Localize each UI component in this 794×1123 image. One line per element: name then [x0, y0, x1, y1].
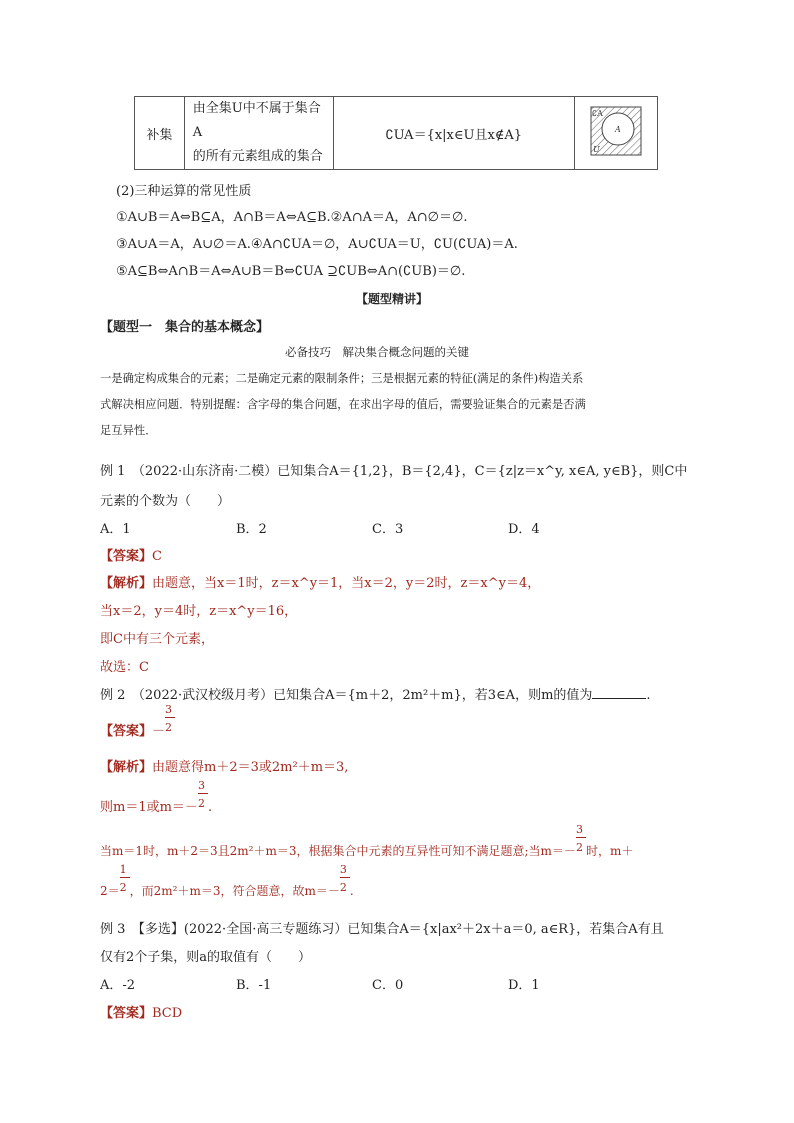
ex1-choice-d: D．4 — [508, 522, 540, 537]
fraction-denominator: 2 — [165, 721, 173, 734]
ex1-choice-a: A．1 — [100, 522, 131, 537]
venn-corner-label: ∁A — [591, 109, 603, 118]
ex3-answer — [100, 1002, 182, 1021]
venn-a-label: A — [614, 125, 621, 134]
ex3-choice-c: C．0 — [372, 978, 404, 993]
table-row-label: 补集 — [135, 97, 185, 170]
table-notation: ∁UA＝{x|x∈U且x∉A} — [333, 97, 574, 170]
ex3-choice-b: B．-1 — [236, 978, 272, 993]
tip-line-1: 一是确定构成集合的元素；二是确定元素的限制条件；三是根据元素的特征(满足的条件)构造关系 — [100, 372, 584, 385]
tip-line-2: 式解决相应问题．特别提醒：含字母的集合问题，在求出字母的值后，需要验证集合的元素是否满 — [100, 398, 586, 411]
ex1-choice-b: B．2 — [236, 522, 267, 537]
ex2-answer-sign: － — [152, 724, 166, 739]
tip-line-3: 足互异性． — [100, 424, 157, 437]
ex1-analysis-line-2: 当x＝2，y＝4时，z＝x^y＝16， — [100, 604, 298, 619]
ex2-analysis-text-3-end: 时，m＋ — [585, 844, 634, 858]
fraction-denominator: 2 — [339, 881, 347, 894]
fraction-numerator: 3 — [339, 863, 347, 876]
ex2-analysis-text-2: 则m＝1或m＝－ — [100, 800, 198, 815]
fraction — [339, 863, 350, 895]
fraction-numerator: 3 — [575, 823, 583, 836]
answer-blank — [592, 686, 646, 699]
definition-line-1: 由全集U中不属于集合A — [192, 101, 321, 140]
venn-diagram-cell — [574, 97, 657, 170]
ex1-question-line-1: 例 1 （2022·山东济南·二模）已知集合A＝{1,2}，B＝{2,4}，C＝{z|z＝x^y, x∈A, y∈B}，则C中 — [100, 464, 688, 479]
ex1-analysis-tag: 【解析】 — [100, 576, 153, 591]
type1-title: 【题型一 集合的基本概念】 — [100, 320, 270, 335]
ex2-answer-tag: 【答案】 — [100, 724, 153, 739]
ex3-choice-d: D．1 — [508, 978, 540, 993]
ex2-analysis-tag: 【解析】 — [100, 760, 153, 775]
fraction-numerator: 3 — [165, 703, 173, 716]
fraction-numerator: 3 — [197, 779, 205, 792]
properties-line-1: ①A∪B＝A⇔B⊆A，A∩B＝A⇔A⊆B.②A∩A＝A，A∩∅＝∅. — [116, 210, 468, 225]
ex1-analysis-line-3: 即C中有三个元素， — [100, 632, 214, 647]
fraction-bar — [120, 877, 130, 878]
section-title: 【题型精讲】 — [356, 292, 429, 306]
ex2-answer — [100, 703, 175, 739]
venn-diagram — [583, 103, 649, 159]
tip-title: 必备技巧 解决集合概念问题的关键 — [285, 345, 469, 359]
ex2-analysis-text-4a: 2＝ — [100, 884, 120, 898]
ex3-answer-value: BCD — [152, 1006, 183, 1021]
venn-u-label: U — [592, 145, 600, 154]
ex1-choice-c: C．3 — [372, 522, 404, 537]
ex1-answer-value: C — [152, 549, 162, 564]
ex1-answer-tag: 【答案】 — [100, 549, 153, 564]
ex2-analysis-line-2 — [100, 779, 213, 815]
fraction — [119, 863, 130, 895]
ex2-analysis-text-4c: . — [349, 884, 354, 898]
ex2-analysis-line-3 — [100, 823, 634, 859]
ex2-question-end: . — [646, 688, 651, 703]
ex2-analysis-text-4b: ，而2m²＋m＝3，符合题意，故m＝－ — [129, 884, 340, 898]
table-definition — [184, 97, 333, 170]
fraction-denominator: 2 — [197, 797, 205, 810]
fraction-bar — [340, 877, 350, 878]
ex2-question-text: 例 2 （2022·武汉校级月考）已知集合A＝{m＋2，2m²＋m}，若3∈A，则m的值为 — [100, 688, 593, 703]
complement-table — [134, 96, 658, 170]
ex2-answer-fraction — [165, 703, 175, 735]
ex2-analysis-text-1: 由题意得m＋2＝3或2m²＋m＝3, — [152, 760, 349, 775]
fraction-bar — [165, 717, 175, 718]
ex3-question-line-1: 例 3 【多选】(2022·全国·高三专题练习）已知集合A＝{x|ax²＋2x＋a＝0, a∈R}，若集合A有且 — [100, 922, 664, 937]
ex3-question-line-2: 仅有2个子集，则a的取值有（ ） — [100, 950, 312, 965]
properties-heading: (2)三种运算的常见性质 — [116, 184, 252, 199]
ex3-answer-tag: 【答案】 — [100, 1006, 153, 1021]
ex2-analysis-text-2-end: . — [207, 800, 213, 815]
ex2-analysis-line-4 — [100, 863, 354, 899]
fraction-denominator: 2 — [575, 841, 583, 854]
fraction-bar — [576, 837, 586, 838]
ex3-choice-a: A．-2 — [100, 978, 136, 993]
ex1-analysis-text-1: 由题意，当x＝1时，z＝x^y＝1，当x＝2，y＝2时，z＝x^y＝4， — [152, 576, 541, 591]
properties-line-2: ③A∪A＝A，A∪∅＝A.④A∩∁UA＝∅，A∪∁UA＝U，∁U(∁UA)＝A. — [116, 237, 518, 252]
fraction-bar — [198, 793, 208, 794]
definition-line-2: 的所有元素组成的集合 — [192, 149, 323, 164]
ex1-question-line-2: 元素的个数为（ ） — [100, 494, 231, 509]
ex1-analysis-line-1 — [100, 572, 540, 591]
fraction — [197, 779, 208, 811]
properties-line-3: ⑤A⊆B⇔A∩B＝A⇔A∪B＝B⇔∁UA ⊇∁UB⇔A∩(∁UB)＝∅. — [116, 264, 466, 279]
ex2-analysis-line-1 — [100, 756, 348, 775]
ex2-analysis-text-3: 当m＝1时，m＋2＝3且2m²＋m＝3，根据集合中元素的互异性可知不满足题意;当m＝－ — [100, 844, 576, 858]
ex1-analysis-line-4: 故选：C — [100, 660, 149, 675]
fraction — [575, 823, 586, 855]
fraction-numerator: 1 — [119, 863, 127, 876]
ex2-question — [100, 684, 651, 703]
ex1-answer — [100, 545, 162, 564]
fraction-denominator: 2 — [119, 881, 127, 894]
